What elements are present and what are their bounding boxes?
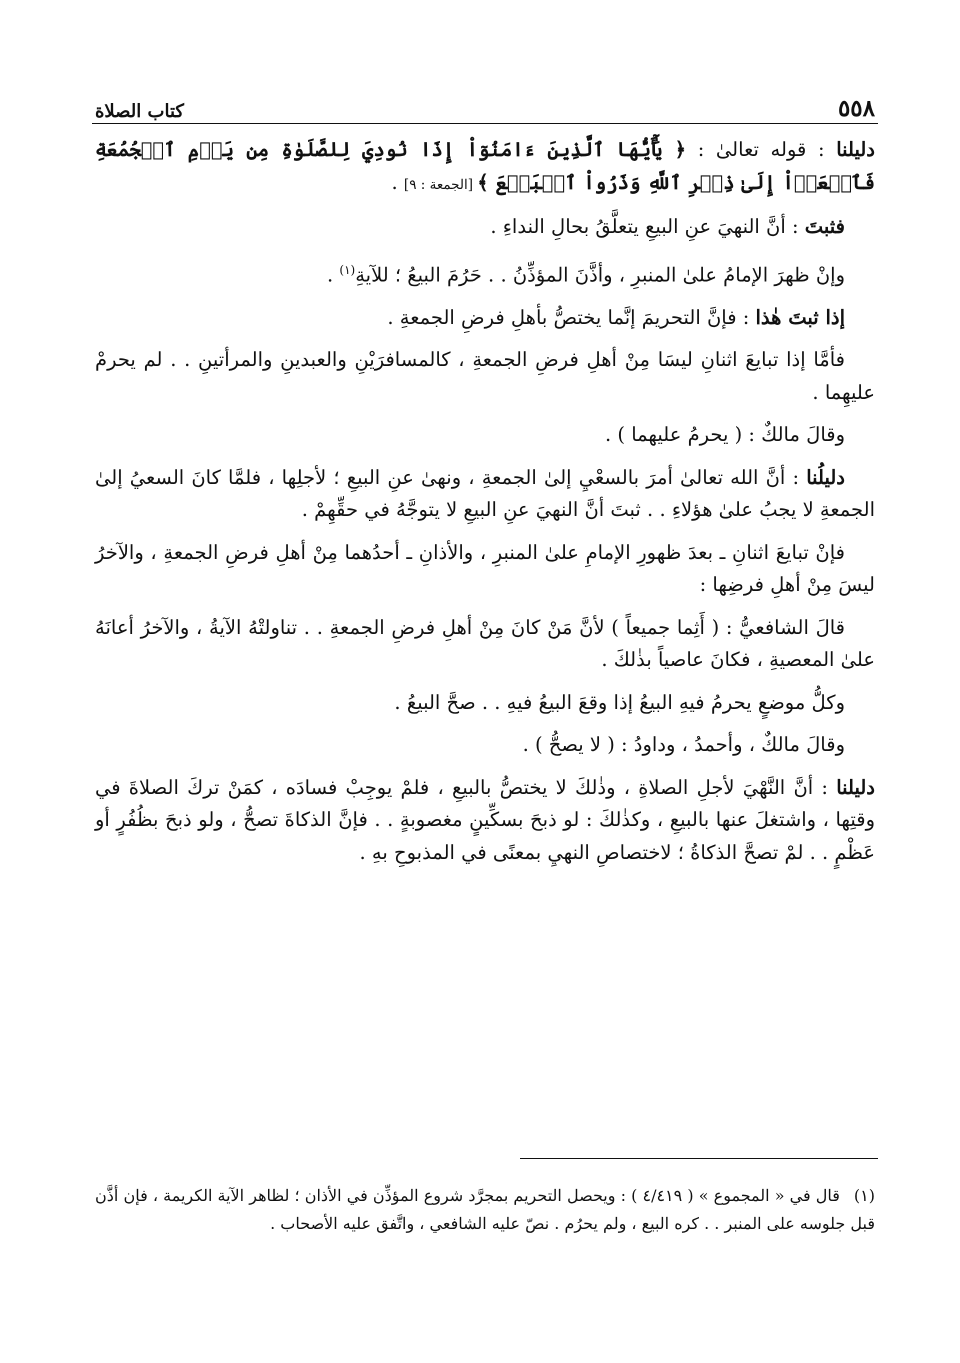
footnotes [95,1182,875,1238]
header-rule [92,123,878,124]
paragraph-text: : قوله تعالىٰ : [686,138,837,161]
paragraph-3 [95,254,875,292]
footnote-rule [520,1158,878,1159]
lead-word: إذا ثبتَ هٰذا [755,305,845,329]
sentence-end: . [391,170,404,194]
page-number: ٥٥٨ [837,95,875,122]
footnote-reference[interactable]: (١) [339,262,356,277]
footnote-number: (١) [853,1186,875,1205]
quran-verse: ﴿ يَٰٓأَيُّهَا ٱلَّذِينَ ءَامَنُوٓاْ إِذَا نُودِيَ لِلصَّلَوٰةِ مِن يَوۡمِ ٱلۡجُمُعَةِ فَٱسۡعَوۡاْ إِلَىٰ ذِكۡرِ ٱللَّهِ وَذَرُواْ ٱلۡبَيۡعَ ﴾ [95,138,875,194]
paragraph-text: : فإنَّ التحريمَ إنَّما يختصُّ بأهلِ فرضِ الجمعةِ . [387,305,756,329]
paragraph-8 [95,537,875,602]
verse-citation: [الجمعة : ٩] [403,176,478,193]
sentence-end: . [326,263,340,286]
lead-word: دليلنا [836,138,875,161]
paragraph-text: وقالَ مالكٌ : ( يحرمُ عليهما ) . [604,423,845,446]
paragraph-10 [95,687,875,720]
paragraph-text: قالَ الشافعيُّ : ( أَثِما جميعاً ) لأنَّ مَنْ كانَ مِنْ أهلِ فرضِ الجمعةِ . . تناولتْهُ الآيةُ ، والآخرُ أعانَهُ علىٰ المعصيةِ ، فكانَ عاصياً بذٰلكَ . [95,615,875,671]
page-header [95,82,875,122]
paragraph-1 [95,134,875,201]
lead-word: فثبتَ [804,215,845,238]
paragraph-text: : أنَّ النَّهْيَ لأجلِ الصلاةِ ، وذٰلكَ لا يختصُّ بالبيعِ ، فلمْ يوجِبْ فسادَه ، كمَنْ تركَ الصلاةَ في وقتِها ، واشتغلَ عنها بالبيعِ ، وكذٰلكَ : لو ذبحَ بسكِّينٍ مغصوبةٍ . . فإنَّ الذكاةَ تصحُّ ، ولو ذبحَ بظُفُرٍ أو عَظْمٍ . . لمْ تصحَّ الذكاةُ ؛ لاختصاصِ النهيِ بمعنًى في المذبوحِ بهِ . [95,775,875,864]
paragraph-text: فإنْ تبايعَ اثنانِ ـ بعدَ ظهورِ الإمامِ علىٰ المنبرِ ، والأذانِ ـ أحدُهما مِنْ أهلِ فرضِ الجمعةِ ، والآخرُ ليسَ مِنْ أهلِ فرضِها : [95,540,875,596]
paragraph-text: وإنْ ظهرَ الإمامُ علىٰ المنبرِ ، وأذَّنَ المؤذِّنُ . . حَرُمَ البيعُ ؛ للآيةِ [355,263,845,286]
paragraph-7 [95,462,875,527]
paragraph-4 [95,302,875,335]
footnote [95,1182,875,1238]
lead-word: دليلنا [836,775,875,799]
paragraph-text: وقالَ مالكٌ ، وأحمدُ ، وداودُ : ( لا يصحُّ ) . [522,733,845,756]
paragraph-12 [95,772,875,870]
lead-word: دليلُنا [806,465,845,489]
paragraph-9 [95,612,875,677]
paragraph-text: : أنَّ الله تعالىٰ أمرَ بالسعْيِ إلىٰ الجمعةِ ، ونهىٰ عنِ البيعِ ؛ لأجلِها ، فلمَّا كانَ السعيُ إلىٰ الجمعةِ لا يجبُ علىٰ هؤلاءِ . . ثبتَ أنَّ النهيَ عنِ البيعِ لا يتوجَّهُ في حقِّهِمْ . [95,465,875,521]
paragraph-2 [95,211,875,244]
paragraph-5 [95,344,875,409]
footnote-text: قال في « المجموع » ( ٤/٤١٩ ) : ويحصل التحريم بمجرَّد شروع المؤذِّن في الأذان ؛ لظاهر الآية الكريمة ، فإن أذَّن قبل جلوسه على المنبر . . كره البيع ، ولم يحرُم . نصّ عليه الشافعي ، واتَّفق عليه الأصحاب . [95,1186,875,1233]
paragraph-text: فأمَّا إذا تبايعَ اثنانِ ليسَا مِنْ أهلِ فرضِ الجمعةِ ، كالمسافرَيْنِ والعبدينِ والمرأتينِ . . لم يحرمْ عليهِما . [95,348,875,404]
running-title: كتاب الصلاة [95,101,184,122]
paragraph-text: وكلُّ موضعٍ يحرمُ فيهِ البيعُ إذا وقعَ البيعُ فيهِ . . صحَّ البيعُ . [394,690,845,714]
main-text [95,134,875,879]
paragraph-text: : أنَّ النهيَ عنِ البيعِ يتعلَّقُ بحالِ النداءِ . [490,215,805,238]
paragraph-11 [95,729,875,762]
paragraph-6 [95,419,875,452]
